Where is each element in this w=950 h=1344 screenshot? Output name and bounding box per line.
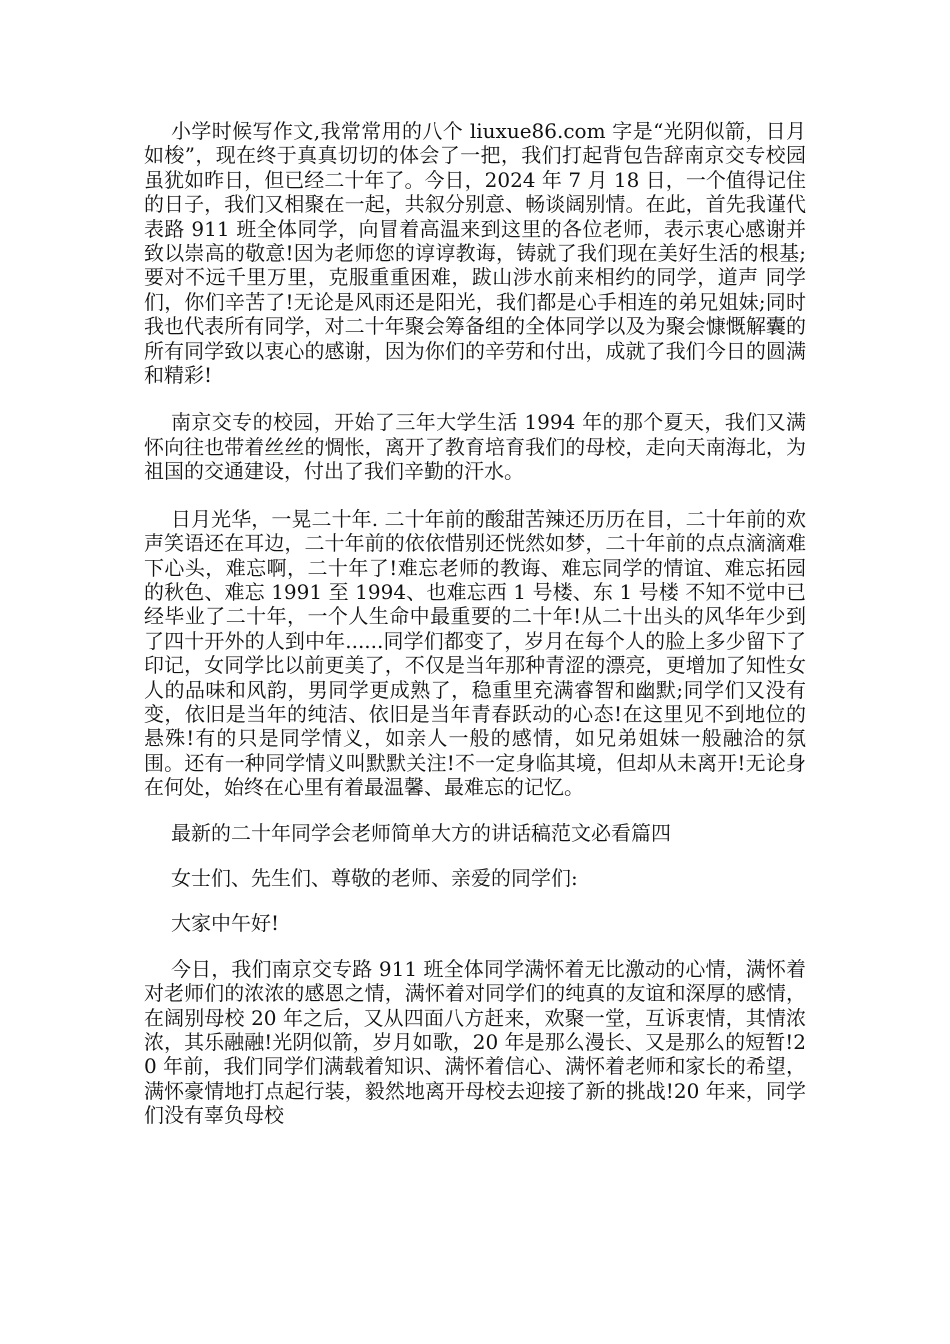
- salutation: 女士们、先生们、尊敬的老师、亲爱的同学们:: [171, 865, 578, 890]
- section-heading: 最新的二十年同学会老师简单大方的讲话稿范文必看篇四: [171, 820, 671, 845]
- paragraph-opening-remarks: 小学时候写作文,我常常用的八个 liuxue86.com 字是“光阴似箭，日月如梭”，现在终于真真切切的体会了一把，我们打起背包告辞南京交专校园虽犹如昨日，但已经二十年了。今日，2024 年 7 月 18 日，一个值得记住的日子，我们又相聚在一起，共叙分别意、畅谈阔别情。在此，首先我谨代表路 911 班全体同学，向冒着高温来到这里的各位老师，表示衷心感谢并致以崇高的敬意!因为老师您的谆谆教诲，铸就了我们现在美好生活的根基;要对不远千里万里，克服重重困难，跋山涉水前来相约的同学，道声 同学们，你们辛苦了!无论是风雨还是阳光，我们都是心手相连的弟兄姐妹;同时我也代表所有同学，对二十年聚会筹备组的全体同学以及为聚会慷慨解囊的所有同学致以衷心的感谢，因为你们的辛劳和付出，成就了我们今日的圆满和精彩!: [144, 119, 806, 388]
- document-body: [144, 119, 806, 1128]
- paragraph-reunion-speech: 今日，我们南京交专路 911 班全体同学满怀着无比激动的心情，满怀着对老师们的浓浓的感恩之情，满怀着对同学们的纯真的友谊和深厚的感情，在阔别母校 20 年之后，又从四面八方赶来，欢聚一堂，互诉衷情，其情浓浓，其乐融融!光阴似箭，岁月如歌，20 年是那么漫长、又是那么的短暂!20 年前，我们同学们满载着知识、满怀着信心、满怀着老师和家长的希望，满怀豪情地打点起行装，毅然地离开母校去迎接了新的挑战!20 年来，同学们没有辜负母校: [144, 956, 806, 1128]
- paragraph-twenty-years: 日月光华，一晃二十年. 二十年前的酸甜苦辣还历历在目，二十年前的欢声笑语还在耳边，二十年前的依依惜别还恍然如梦，二十年前的点点滴滴难下心头，难忘啊，二十年了!难忘老师的教诲、难忘同学的情谊、难忘拓园的秋色、难忘 1991 至 1994、也难忘西 1 号楼、东 1 号楼 不知不觉中已经毕业了二十年，一个人生命中最重要的二十年!从二十出头的风华年少到了四十开外的人到中年......同学们都变了，岁月在每个人的脸上多少留下了印记，女同学比以前更美了，不仅是当年那种青涩的漂亮，更增加了知性女人的品味和风韵，男同学更成熟了，稳重里充满睿智和幽默;同学们又没有变，依旧是当年的纯洁、依旧是当年青春跃动的心态!在这里见不到地位的悬殊!有的只是同学情义，如亲人一般的感情，如兄弟姐妹一般融洽的氛围。还有一种同学情义叫默默关注!不一定身临其境，但却从未离开!无论身在何处，始终在心里有着最温馨、最难忘的记忆。: [144, 506, 806, 800]
- greeting: 大家中午好!: [171, 911, 280, 936]
- paragraph-campus-memory: 南京交专的校园，开始了三年大学生活 1994 年的那个夏天，我们又满怀向往也带着丝丝的惆怅，离开了教育培育我们的母校，走向天南海北，为祖国的交通建设，付出了我们辛勤的汗水。: [144, 410, 806, 484]
